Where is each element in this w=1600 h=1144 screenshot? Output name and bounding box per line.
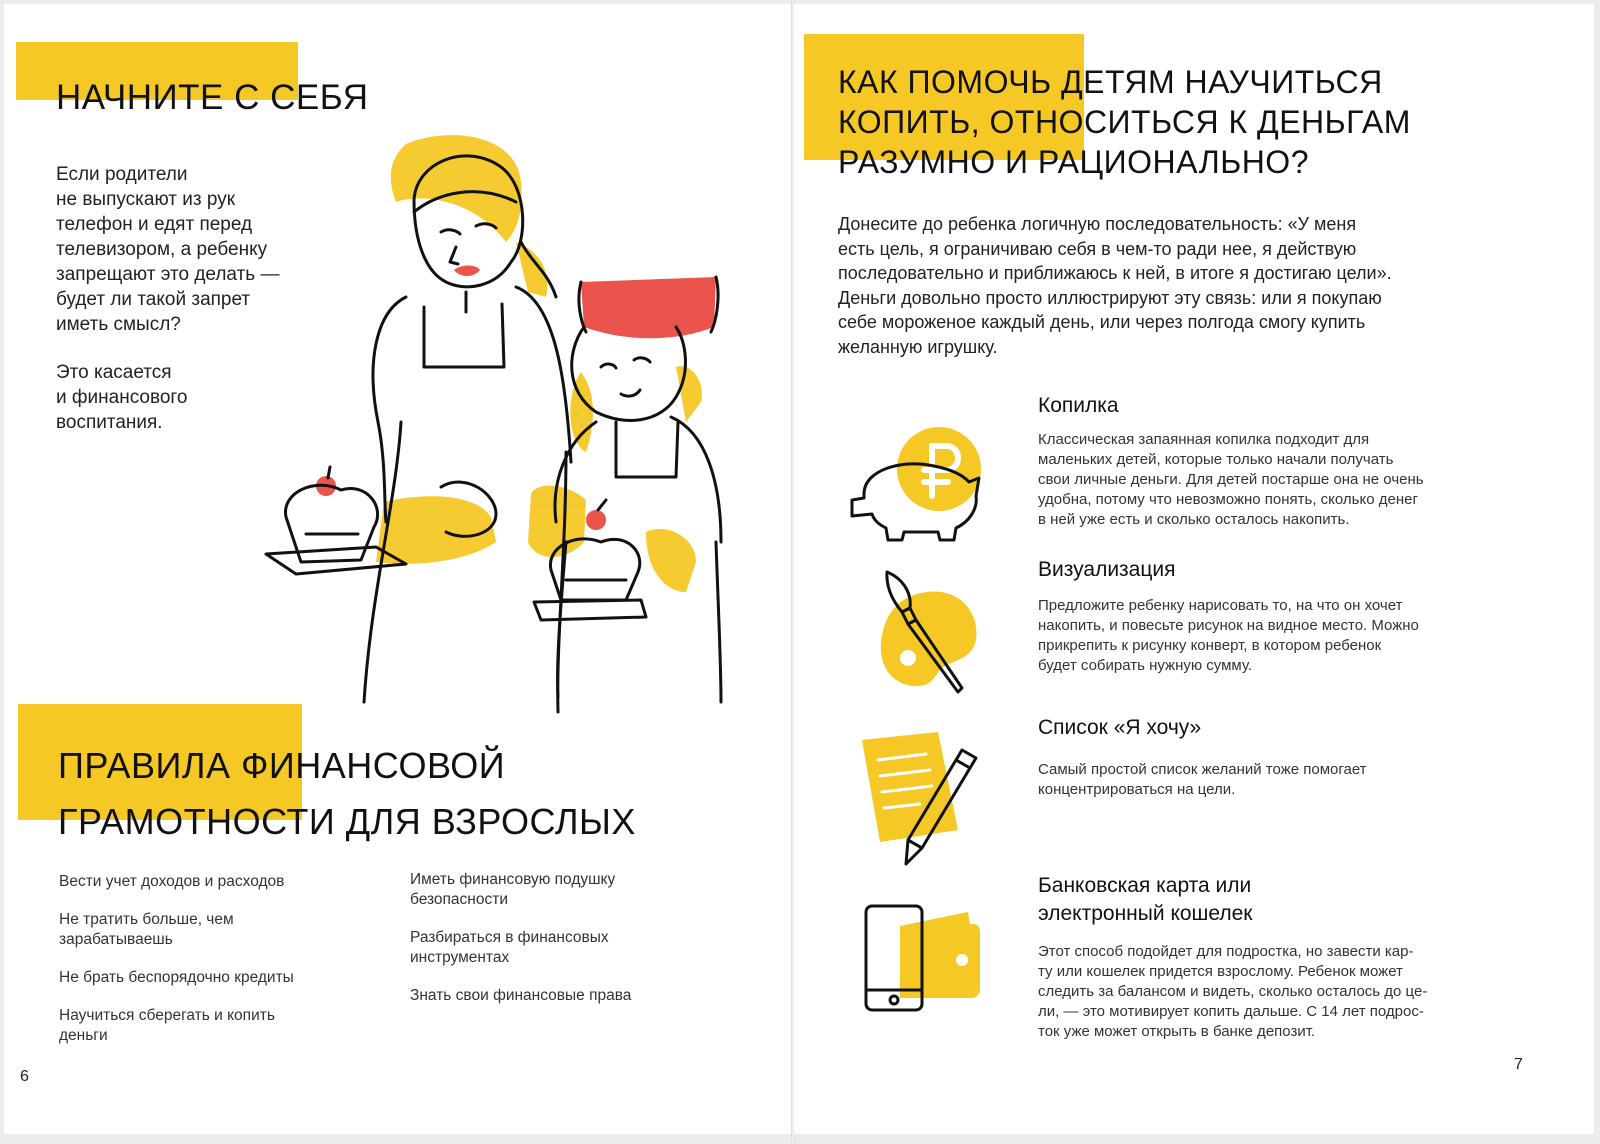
rule-item <box>59 1006 359 1046</box>
rule-item-line: Не тратить больше, чем <box>59 911 234 928</box>
intro-line: Деньги довольно просто иллюстрируют эту связь: или я покупаю <box>838 287 1382 308</box>
mother-child-cupcakes-illustration <box>266 122 746 722</box>
note-line: и финансового <box>56 387 188 408</box>
list-pencil-icon <box>860 730 990 870</box>
item-title <box>1038 556 1176 584</box>
rule-item-line: Вести учет доходов и расходов <box>59 873 285 890</box>
section-title-start-with-yourself: НАЧНИТЕ С СЕБЯ <box>56 78 369 117</box>
rule-item-line: Иметь финансовую подушку <box>410 871 616 888</box>
page-number: 6 <box>20 1068 29 1085</box>
item-text <box>1038 760 1508 800</box>
right-page <box>794 4 1594 1134</box>
item-title-line: Банковская карта или <box>1038 874 1252 897</box>
rules-title-line: ПРАВИЛА ФИНАНСОВОЙ <box>58 745 506 786</box>
title-line: КОПИТЬ, ОТНОСИТЬСЯ К ДЕНЬГАМ <box>838 104 1411 140</box>
intro-line: себе мороженое каждый день, или через полгода смогу купить <box>838 312 1366 332</box>
rule-item <box>59 910 359 950</box>
item-title-line: Визуализация <box>1038 558 1176 581</box>
title-line: КАК ПОМОЧЬ ДЕТЯМ НАУЧИТЬСЯ <box>838 64 1383 100</box>
intro-line: Донесите до ребенка логичную последовательность: «У меня <box>838 214 1357 234</box>
rule-item <box>410 928 710 968</box>
title-line: РАЗУМНО И РАЦИОНАЛЬНО? <box>838 144 1309 180</box>
intro-line: иметь смысл? <box>56 314 181 335</box>
rule-item-line: деньги <box>59 1027 108 1044</box>
rules-column-2 <box>410 870 710 1006</box>
intro-line: телевизором, а ребенку <box>56 239 268 260</box>
item-title <box>1038 872 1253 928</box>
item-text <box>1038 596 1518 676</box>
rule-item <box>410 986 710 1006</box>
item-text-line: следить за балансом и видеть, сколько осталось до це- <box>1038 983 1428 1000</box>
rule-item <box>59 872 359 892</box>
phone-wallet-icon <box>862 902 992 1022</box>
item-text-line: удобна, потому что невозможно понять, сколько денег <box>1038 491 1418 508</box>
item-text-line: Самый простой список желаний тоже помогает <box>1038 761 1367 778</box>
item-text-line: Этот способ подойдет для подростка, но завести кар- <box>1038 943 1414 960</box>
intro-line: запрещают это делать — <box>56 264 280 285</box>
item-text-line: прикрепить к рисунку конверт, в котором ребенок <box>1038 637 1382 654</box>
item-text <box>1038 942 1518 1042</box>
intro-paragraph <box>838 212 1392 359</box>
item-text-line: ли, — это мотивирует копить дальше. С 14 лет подрос- <box>1038 1003 1424 1020</box>
item-text-line: накопить, и повесьте рисунок на видное место. Можно <box>1038 617 1419 634</box>
rule-item-line: Научиться сберегать и копить <box>59 1007 275 1024</box>
rules-title <box>58 738 636 850</box>
note-line: Это касается <box>56 362 172 383</box>
item-text-line: свои личные деньги. Для детей постарше она не очень <box>1038 471 1424 488</box>
note-line: воспитания. <box>56 412 163 433</box>
intro-paragraph <box>56 162 279 337</box>
intro-line: будет ли такой запрет <box>56 289 251 310</box>
item-text-line: концентрироваться на цели. <box>1038 781 1236 798</box>
item-title-line: электронный кошелек <box>1038 902 1253 925</box>
intro-line: есть цель, я ограничиваю себя в чем-то ради нее, я действую <box>838 238 1357 259</box>
intro-line: желанную игрушку. <box>838 336 998 357</box>
left-page <box>4 4 792 1134</box>
rules-column-1 <box>59 872 359 1046</box>
item-text-line: Классическая запаянная копилка подходит для <box>1038 431 1370 448</box>
item-title-line: Список «Я хочу» <box>1038 716 1202 739</box>
rule-item-line: зарабатываешь <box>59 931 173 948</box>
rule-item-line: Разбираться в финансовых <box>410 929 609 946</box>
item-text <box>1038 430 1508 530</box>
paint-brush-palette-icon <box>872 570 982 700</box>
item-text-line: ту или кошелек придется взрослому. Ребенок может <box>1038 963 1403 980</box>
rule-item-line: инструментах <box>410 949 510 966</box>
intro-line: не выпускают из рук <box>56 189 236 210</box>
item-text-line: будет собирать нужную сумму. <box>1038 657 1253 674</box>
intro-line: телефон и едят перед <box>56 214 253 235</box>
item-title <box>1038 392 1119 420</box>
item-title <box>1038 714 1201 742</box>
intro-line: Если родители <box>56 164 188 185</box>
section-title-how-to-help <box>838 62 1411 182</box>
piggy-bank-ruble-icon <box>844 424 994 544</box>
page-number: 7 <box>1514 1056 1523 1073</box>
item-text-line: Предложите ребенку нарисовать то, на что он хочет <box>1038 597 1403 614</box>
rule-item-line: Знать свои финансовые права <box>410 987 632 1004</box>
item-text-line: ток уже может открыть в банке депозит. <box>1038 1023 1316 1040</box>
intro-line: последовательно и приближаюсь к ней, в итоге я достигаю цели». <box>838 263 1392 283</box>
rule-item <box>59 968 359 988</box>
item-title-line: Копилка <box>1038 394 1119 417</box>
note-paragraph <box>56 360 188 435</box>
item-text-line: в ней уже есть и сколько осталось накопить. <box>1038 511 1350 528</box>
item-text-line: маленьких детей, которые только начали получать <box>1038 451 1394 468</box>
rule-item-line: безопасности <box>410 891 508 908</box>
rules-title-line: ГРАМОТНОСТИ ДЛЯ ВЗРОСЛЫХ <box>58 801 636 842</box>
rule-item <box>410 870 710 910</box>
rule-item-line: Не брать беспорядочно кредиты <box>59 969 294 986</box>
